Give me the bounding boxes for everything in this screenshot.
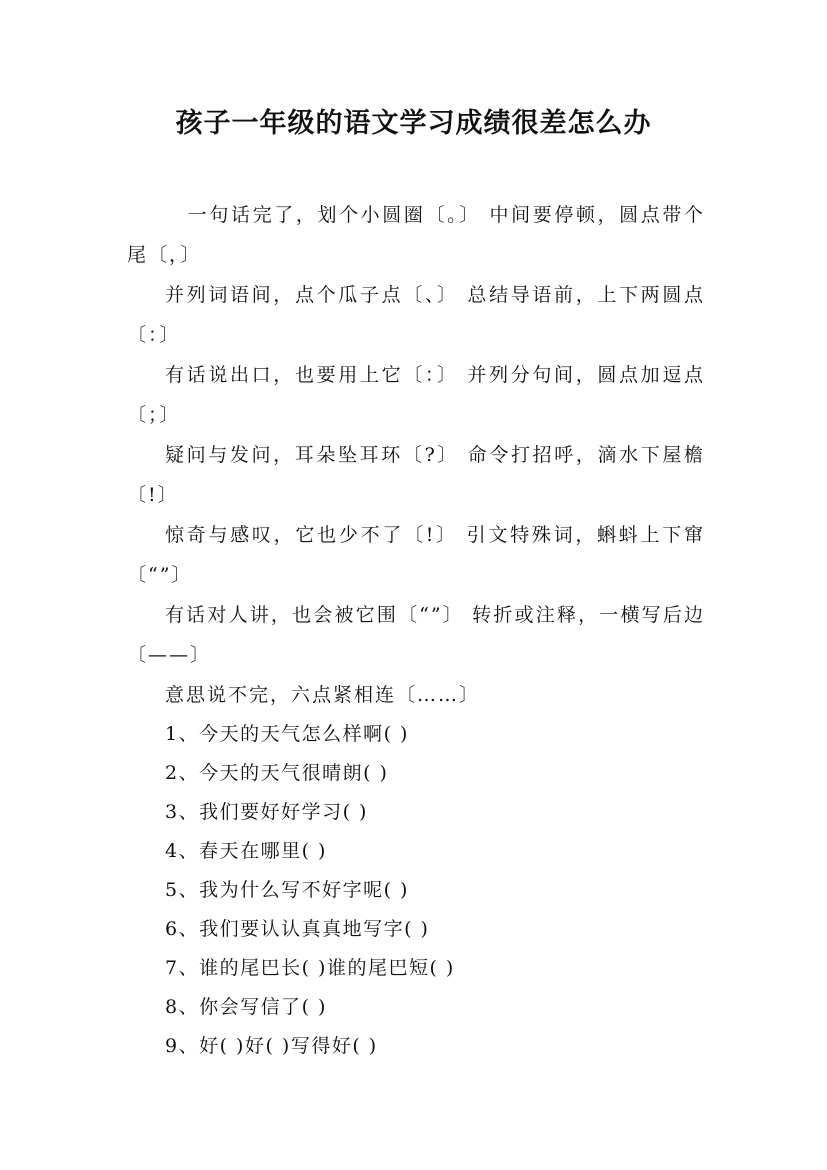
exercise-item-4: 4、春天在哪里( ) [165, 840, 327, 862]
verse-paragraph-1: 一句话完了，划个小圆圈〔。〕 中间要停顿，圆点带个尾〔，〕 [127, 204, 705, 266]
verse-paragraph-3: 有话说出口，也要用上它〔：〕 并列分句间，圆点加逗点〔；〕 [127, 364, 705, 426]
exercise-item-3: 3、我们要好好学习( ) [165, 801, 368, 823]
exercise-item-7: 7、谁的尾巴长( )谁的尾巴短( ) [165, 957, 455, 979]
verse-paragraph-6: 有话对人讲，也会被它围〔“”〕 转折或注释，一横写后边〔——〕 [127, 604, 705, 666]
verse-paragraph-2: 并列词语间，点个瓜子点〔、〕 总结导语前，上下两圆点〔：〕 [127, 284, 705, 346]
exercise-item-8: 8、你会写信了( ) [165, 996, 327, 1018]
verse-paragraph-4: 疑问与发问，耳朵坠耳环〔?〕 命令打招呼，滴水下屋檐〔!〕 [127, 444, 705, 506]
exercise-item-1: 1、今天的天气怎么样啊( ) [165, 723, 409, 745]
exercise-item-6: 6、我们要认认真真地写字( ) [165, 918, 430, 940]
verse-paragraph-7: 意思说不完，六点紧相连〔……〕 [165, 684, 481, 706]
document-body [127, 195, 705, 1066]
exercise-item-2: 2、今天的天气很晴朗( ) [165, 762, 389, 784]
exercise-item-5: 5、我为什么写不好字呢( ) [165, 879, 409, 901]
exercise-item-9: 9、好( )好( )写得好( ) [165, 1035, 378, 1057]
verse-paragraph-5: 惊奇与感叹，它也少不了〔!〕 引文特殊词，蝌蚪上下窜〔“”〕 [127, 524, 705, 586]
document-title: 孩子一年级的语文学习成绩很差怎么办 [175, 108, 652, 139]
